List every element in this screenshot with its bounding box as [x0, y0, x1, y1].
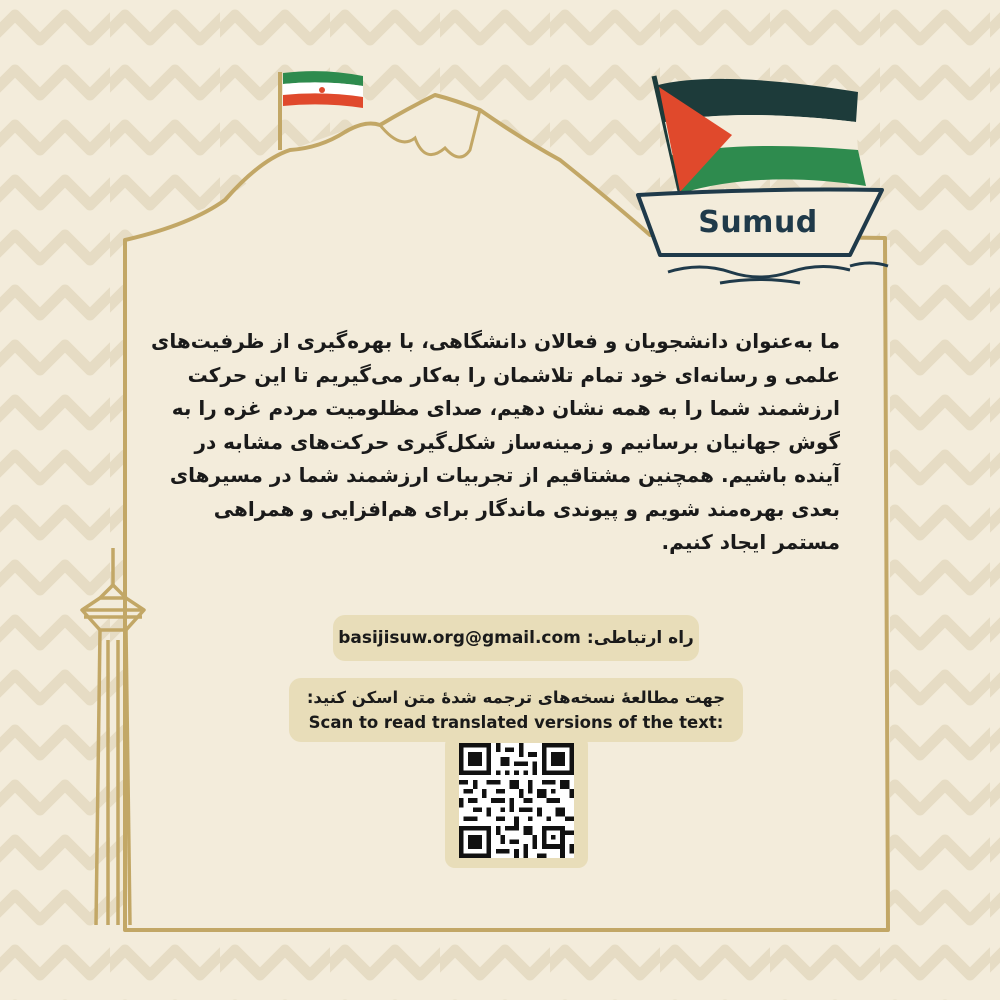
statement-text: ما به‌عنوان دانشجویان و فعالان دانشگاهی، با بهره‌گیری از ظرفیت‌های علمی و رسانه‌ای خود تمام تلاشمان را به‌کار می‌گیریم تا این حرکت ارزشمند شما را به همه نشان دهیم، صدای مظلومیت مردم غزه را به گوش جهانیان برسانیم و زمینه‌ساز شکل‌گیری حرکت‌های مشابه در آینده باشیم. همچنین مشتاقیم از تجربیات ارزشمند شما در مسیرهای بعدی بهره‌مند شویم و پیوندی ماندگار برای هم‌افزایی و همراهی مستمر ایجاد کنیم. [151, 329, 840, 554]
qr-code-card[interactable] [445, 735, 588, 868]
qr-code-icon [459, 743, 574, 858]
contact-label: راه ارتباطی: [586, 628, 694, 648]
boat-name: Sumud [698, 205, 818, 240]
contact-badge [333, 615, 699, 661]
scan-text-persian: جهت مطالعهٔ نسخه‌های ترجمه شدهٔ متن اسکن کنید: [306, 688, 726, 707]
scan-instructions [289, 678, 743, 742]
scan-text-english: Scan to read translated versions of the text: [308, 713, 724, 732]
contact-email[interactable]: basijisuw.org@gmail.com [338, 628, 581, 648]
